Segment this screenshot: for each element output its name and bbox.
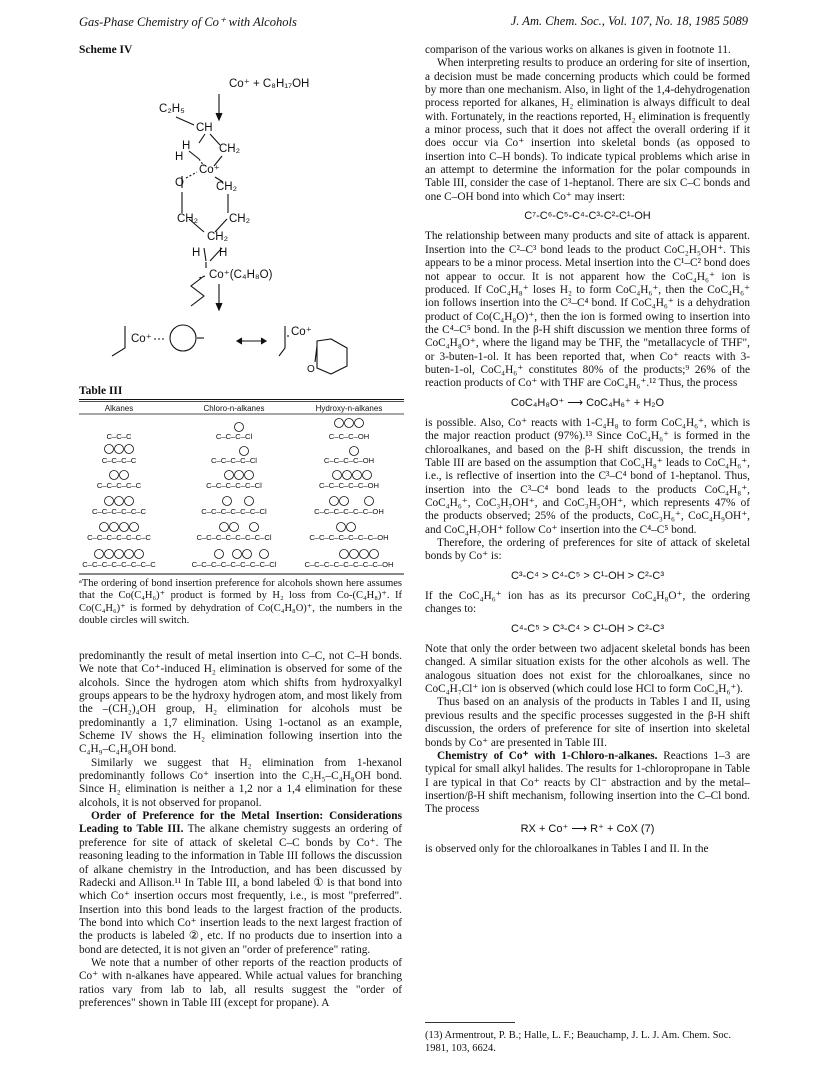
journal-citation: J. Am. Chem. Soc., Vol. 107, No. 18, 1985 5089 [510,14,748,28]
paragraph: When interpreting results to produce an ordering for site of insertion, a decision must be made concerning products which could be formed by more than one mechanism. Also, in light of the 1,4-dehydrogenation process reported for alkanes, H₂ elimination is always difficult to deal with. Fortunately, in the reactions reported, H₂ elimination is frequently a minor process, such that it does not affect the overall ordering if it does occur via Co⁺ insertion into skeletal bonds (as opposed to insertion into C–H bonds). To indicate typical problems which arise in an attempt to determine the information for the polar compounds in Table III, consider the case of 1-heptanol. There are six C–C bonds and one C–OH bond into which Co⁺ may insert: [425,57,750,203]
scheme-label: O [175,177,184,189]
table-column-header: Chloro-n-alkanes [203,404,265,413]
scheme-label: CH₂ [229,213,251,225]
table-cell: C–C–C–C–C–C–C–Cl [196,533,272,542]
table-cell: C–C–C–C–C [96,481,142,490]
scheme-label: CH₂ [207,231,229,243]
equation: CoC₄H₈O⁺ ⟶ CoC₄H₆⁺ + H₂O [510,396,665,409]
table-cell: C–C–C–C–C–C [91,507,147,516]
table-cell: C–C–C–C–OH [323,456,375,465]
scheme-label: CH [196,122,213,134]
table-cell: C–C–C–C–C–Cl [206,481,262,490]
table-cell: C–C–C–C [101,456,137,465]
scheme-label: H [192,247,201,259]
scheme-title: Scheme IV [79,44,133,56]
scheme-label: H [175,151,184,163]
svg-text:O: O [307,364,315,375]
paragraph: comparison of the various works on alkanes is given in footnote 11. [425,44,731,56]
table-column-header: Hydroxy-n-alkanes [315,404,383,413]
scheme-label: C₂H₅ [159,103,185,115]
equation: C⁷-C⁶-C⁵-C⁴-C³-C²-C¹-OH [524,210,651,223]
table-cell: C–C–C [106,432,132,441]
table-title: Table III [79,385,123,397]
left-column [79,650,402,1010]
running-title: Gas-Phase Chemistry of Co⁺ with Alcohols [79,15,297,29]
paragraph: is observed only for the chloroalkanes in Tables I and II. In the [425,842,709,855]
reference-13: (13) Armentrout, P. B.; Halle, L. F.; Beauchamp, J. L. J. Am. Chem. Soc. 1981, 103, 6624. [425,1030,731,1054]
table-cell: C–C–C–OH [328,432,370,441]
paragraph [79,810,402,957]
table-cell: C–C–C–C–Cl [210,456,258,465]
table-footnote: ᵃThe ordering of bond insertion preference for alcohols shown here assumes that the Co(C₄H₆)⁺ product is formed by H₂ loss from Co-(C₄H₈)⁺. If Co(C₄H₆)⁺ is formed by dehydration of Co(C₄H₈O)⁺, the numbers in the double circles will switch. [79,578,402,626]
scheme-label: Co⁺ + C₈H₁₇OH [229,78,310,90]
paragraph: Therefore, the ordering of preferences for site of attack of skeletal bonds by Co⁺ is: [425,537,750,563]
paragraph: If the CoC₄H₆⁺ ion has as its precursor CoC₄H₈O⁺, the ordering changes to: [425,590,750,616]
table-cell: C–C–C–C–C–C–C–C–OH [304,560,394,569]
table-column-header: Alkanes [104,404,134,413]
table-cell: C–C–C–C–C–C–C–OH [309,533,389,542]
scheme-label: Co⁺(C₄H₈O) [209,269,273,281]
section-heading: Chemistry of Co⁺ with 1-Chloro-n-alkanes. [437,749,658,762]
table-cell: C–C–C–C–C–C–OH [314,507,384,516]
paragraph-text: Reactions 1–3 are typical for small alkyl halides. The results for 1-chloropropane in Table I are typical in that Co⁺ reacts by Cl⁻ abstraction and by the metal–insertion/β-H shift mechanism, following insertion into the C–Cl bond. The process [425,749,750,816]
table-cell: C–C–C–C–C–C–C [87,533,151,542]
table-cell: C–C–C–C–C–C–Cl [201,507,267,516]
paragraph: We note that a number of other reports of the reaction products of Co⁺ with n-alkanes have appeared. While actual values for branching ratios vary from lab to lab, all results suggest the "order of preferences" shown in Table III (except for propane). A [79,956,402,1009]
section-heading: Order of Preference for the Metal Insertion: Considerations Leading to Table III. [79,810,402,836]
equation: C⁴-C⁵ > C³-C⁴ > C¹-OH > C²-C³ [510,622,665,635]
scheme-label: Co⁺ [199,164,220,176]
scheme-label: H [182,140,191,152]
scheme-label: CH₂ [216,181,238,193]
paragraph: Note that only the order between two adjacent skeletal bonds has been changed. A similar situation exists for the other alcohols as well. The analogous situation does not exist for the chloroalkanes, since no CoC₄H₇Cl⁺ ion is observed (which could lose HCl to form CoC₄H₆⁺). [425,643,750,696]
paragraph: Thus based on an analysis of the products in Tables I and II, using previous results and the specific processes suggested in the β-H shift discussion, the orders of preference for site of insertion into skeletal bonds by Co⁺ are presented in Table III. [425,696,750,749]
scheme-label: H [219,247,228,259]
paragraph: Similarly we suggest that H₂ elimination from 1-hexanol predominantly follows Co⁺ insertion into the C₂H₅–C₄H₈OH bond. Since H₂ elimination is neither a 1,2 nor a 1,4 elimination for these alcohols, it is not observed for propanol. [79,756,402,809]
paragraph: predominantly the result of metal insertion into C–C, not C–H bonds. We note that Co⁺-induced H₂ elimination is observed for some of the alcohols. Since the hydrogen atom which shifts from hydroxyalkyl groups appears to be the hydroxy hydrogen atom, and most likely from the –(CH₂)₄OH group, H₂ elimination for alcohols must be predominantly a 1,7 elimination. Using 1-octanol as an example, Scheme IV shows the H₂ elimination following insertion into the C₄H₉–C₄H₈OH bond. [79,650,402,756]
paragraph: is possible. Also, Co⁺ reacts with 1-C₄H₈ to form CoC₄H₆⁺, which is the major reaction product (97%).¹³ Since CoC₄H₆⁺ is formed in the chloroalkanes, and based on the β-H shift discussion, the trends in Table III are based on the assumption that CoC₄H₈⁺ leads to CoC₄H₆⁺, i.e., is reflective of insertion into the C³–C⁴ bond of 1-heptanol. Thus, insertion into the C³–C⁴ bond leads to the products CoC₄H₈⁺, CoC₄H₆⁺, CoC₃H₇OH⁺, and CoC₃H₅OH⁺, which represents 47% of the products observed; 25% of the products, CoC₃H₆⁺, CoC₄H₉OH⁺, and CoC₄H₇OH⁺ follow Co⁺ insertion into the C⁴–C⁵ bond. [425,416,750,536]
equation: RX + Co⁺ ⟶ R⁺ + CoX (7) [520,822,655,835]
table-cell: C–C–C–C–C–OH [319,481,379,490]
scheme-iv-diagram [79,56,409,376]
table-cell: C–C–C–Cl [215,432,253,441]
table-cell: C–C–C–C–C–C–C–C [82,560,156,569]
paragraph [425,750,750,817]
scheme-label: Co⁺ [131,333,152,345]
paragraph-text: The alkane chemistry suggests an ordering of preference for site of attack of skeletal C–C bonds by Co⁺. The reasoning leading to the information in Table III follows the discussion of alkane chemistry in the Introduction, and has been discussed by Radecki and Allison.¹¹ In Table III, a bond labeled ① is that bond into which Co⁺ insertion occurs most frequently, i.e., is most "preferred". Insertion into this bond leads to the largest fraction of the products. The bond into which Co⁺ insertion leads to the next largest fraction of the products is labeled ②, etc. If no products due to insertion into a bond are detected, it is not given an "order of preference" rating. [79,823,402,956]
table-iii [79,399,404,575]
scheme-label: CH₂ [177,213,199,225]
footnote-rule [425,1022,515,1023]
equation: C³-C⁴ > C⁴-C⁵ > C¹-OH > C²-C³ [510,569,665,582]
right-column [425,44,750,856]
scheme-label: CH₂ [219,143,241,155]
paragraph: The relationship between many products and site of attack is apparent. Insertion into the C²–C³ bond leads to the product CoC₂H₅OH⁺. This appears to be a minor process. Metal insertion into the C¹–C² bond does not appear to occur. It is not apparent how the CoC₄H₆⁺ ion is produced. If CoC₄H₈⁺ loses H₂ to form CoC₄H₆⁺, then the CoC₄H₆⁺ ion follows insertion into the C³–C⁴ bond. If CoC₄H₆⁺ is a dehydration product of Co(C₄H₈O)⁺, then the ion is formed owing to insertion into the C⁴–C⁵ bond. In the β-H shift discussion we mention three forms of CoC₄H₈O⁺, where the ligand may be THF, the "metallacycle of THF", or 3-buten-1-ol. It has been reported that, when Co⁺ reacts with 3-buten-1-ol, CoC₄H₆⁺ constitutes 80% of the products;⁹ 26% of the reaction products of Co⁺ with THF are CoC₄H₆⁺.¹² Thus, the process [425,230,750,390]
scheme-label: Co⁺ [291,326,312,338]
table-cell: C–C–C–C–C–C–C–C–Cl [191,560,277,569]
